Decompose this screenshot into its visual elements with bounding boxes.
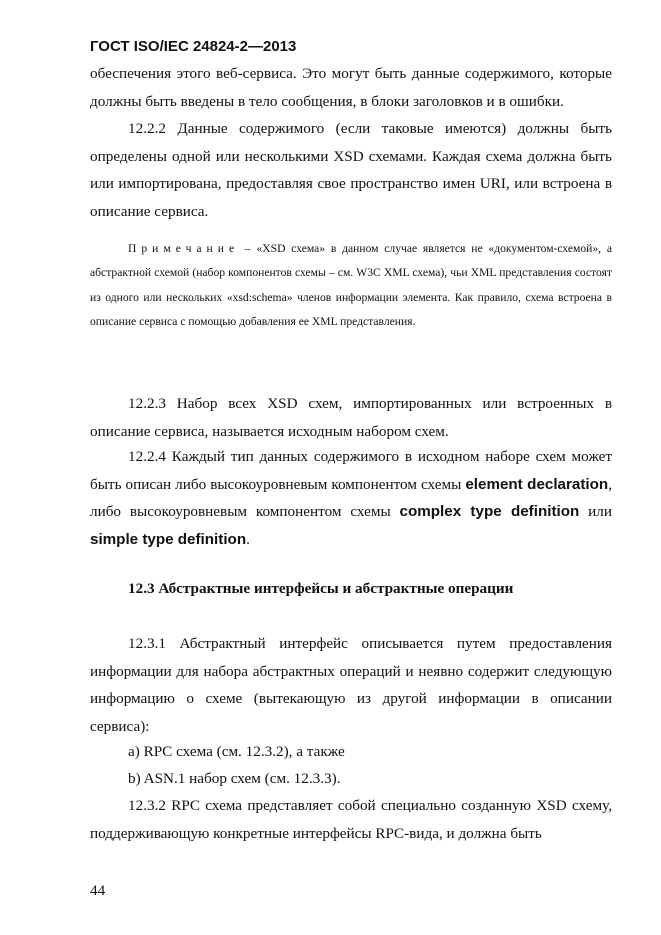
paragraph-continuation: обеспечения этого веб-сервиса. Это могут быть данные содержимого, которые должны быть введены в тело сообщения, в блоки заголовков и в ошибки. [90,65,612,110]
paragraph-12-3-1: 12.3.1 Абстрактный интерфейс описывается путем предоставления информации для набора абстрактных операций и неявно содержит следующую информацию о схеме (вытекающую из другой информации в описании сервиса): [90,635,612,735]
section-title-12-3: 12.3 Абстрактные интерфейсы и абстрактные операции [128,580,514,597]
list-item-b: b) ASN.1 набор схем (см. 12.3.3). [128,770,341,787]
page-number: 44 [90,882,106,899]
list-item-a: а) RPC схема (см. 12.3.2), а также [128,743,345,760]
paragraph-12-2-4 [90,443,612,553]
term-complex-type-definition: complex type definition [399,503,580,520]
term-element-declaration: element declaration [465,475,609,493]
p1224-part3: или [579,503,612,520]
note-label: Примечание [128,242,240,255]
paragraph-12-2-3: 12.2.3 Набор всех XSD схем, импортированных или встроенных в описание сервиса, называется исходным набором схем. [90,395,612,440]
paragraph-12-3-2: 12.3.2 RPC схема представляет собой специально созданную XSD схему, поддерживающую конкретные интерфейсы RPC-вида, и должна быть [90,797,612,842]
page-header: ГОСТ ISO/IEC 24824-2—2013 [90,38,297,55]
paragraph-12-2-2: 12.2.2 Данные содержимого (если таковые имеются) должны быть определены одной или несколькими XSD схемами. Каждая схема должна быть или импортирована, предоставляя свое пространство имен URI, или встроена в описание сервиса. [90,120,612,220]
p1224-part2: , либо высокоуровневым компонентом схемы [90,475,612,520]
note-text: – «XSD схема» в данном случае является не «документом-схемой», а абстрактной схемой (набор компонентов схемы – см. W3C XML схема), чьи XML представления состоят из одного или нескольких «xsd:schema» членов информации элемента. Как правило, схема встроена в описание сервиса с помощью добавления ее XML представления. [90,242,612,329]
p1224-part4: . [246,530,250,548]
p1224-part1: 12.2.4 Каждый тип данных содержимого в исходном наборе схем может быть описан либо высокоуровневым компонентом схемы [90,448,612,493]
term-simple-type-definition: simple type definition [90,530,247,548]
note-block [90,237,612,335]
